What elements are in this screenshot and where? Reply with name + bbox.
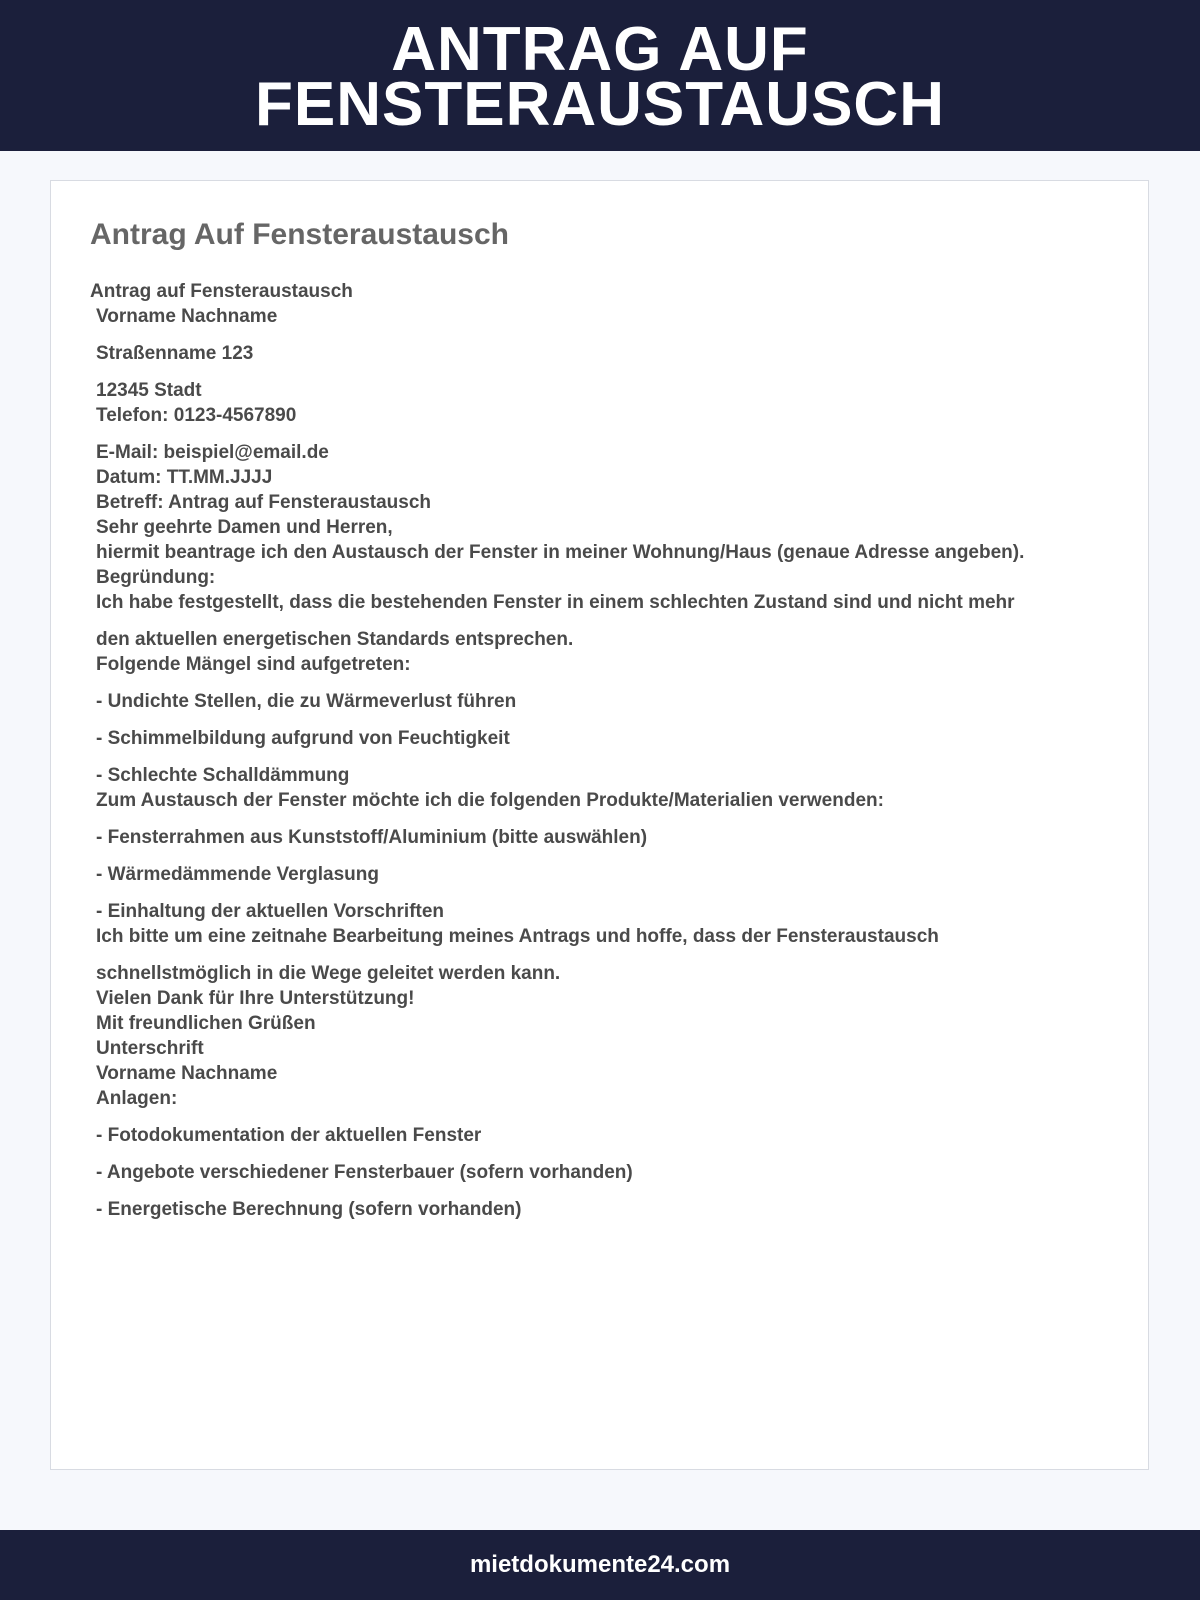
letter-salutation: Sehr geehrte Damen und Herren, bbox=[96, 517, 393, 538]
defect-item-3: - Schlechte Schalldämmung bbox=[96, 765, 350, 786]
document-subject: Antrag auf Fensteraustausch bbox=[90, 281, 353, 302]
regards-line: Mit freundlichen Grüßen bbox=[96, 1013, 316, 1034]
document-heading: Antrag Auf Fensteraustausch bbox=[90, 218, 509, 251]
reason-text-1: Ich habe festgestellt, dass die bestehenden Fenster in einem schlechten Zustand sind und nicht mehr bbox=[96, 592, 1015, 613]
sender-city: 12345 Stadt bbox=[96, 380, 202, 401]
attachment-item-1: - Fotodokumentation der aktuellen Fenster bbox=[96, 1125, 482, 1146]
letter-subject-line: Betreff: Antrag auf Fensteraustausch bbox=[96, 492, 432, 513]
sender-name: Vorname Nachname bbox=[96, 306, 278, 327]
defect-item-1: - Undichte Stellen, die zu Wärmeverlust führen bbox=[96, 691, 517, 712]
material-item-3: - Einhaltung der aktuellen Vorschriften bbox=[96, 901, 445, 922]
attachment-item-2: - Angebote verschiedener Fensterbauer (sofern vorhanden) bbox=[96, 1162, 633, 1183]
closing-text-2: schnellstmöglich in die Wege geleitet werden kann. bbox=[96, 963, 561, 984]
document-body bbox=[96, 304, 1136, 1222]
reason-text-2: den aktuellen energetischen Standards entsprechen. bbox=[96, 629, 574, 650]
signature-label: Unterschrift bbox=[96, 1038, 204, 1059]
sender-phone: Telefon: 0123-4567890 bbox=[96, 405, 297, 426]
signature-name: Vorname Nachname bbox=[96, 1063, 278, 1084]
sender-email: E-Mail: beispiel@email.de bbox=[96, 442, 329, 463]
sender-street: Straßenname 123 bbox=[96, 343, 254, 364]
materials-heading: Zum Austausch der Fenster möchte ich die folgenden Produkte/Materialien verwenden: bbox=[96, 790, 884, 811]
attachments-heading: Anlagen: bbox=[96, 1088, 178, 1109]
material-item-2: - Wärmedämmende Verglasung bbox=[96, 864, 379, 885]
letter-date: Datum: TT.MM.JJJJ bbox=[96, 467, 273, 488]
page-header bbox=[0, 0, 1200, 151]
header-title-line-2: FENSTERAUSTAUSCH bbox=[255, 69, 945, 139]
defects-heading: Folgende Mängel sind aufgetreten: bbox=[96, 654, 411, 675]
document-card bbox=[50, 180, 1149, 1470]
defect-item-2: - Schimmelbildung aufgrund von Feuchtigkeit bbox=[96, 728, 510, 749]
thanks-line: Vielen Dank für Ihre Unterstützung! bbox=[96, 988, 415, 1009]
header-title-line-1: ANTRAG AUF bbox=[391, 14, 809, 84]
letter-request: hiermit beantrage ich den Austausch der Fenster in meiner Wohnung/Haus (genaue Adresse angeben). bbox=[96, 542, 1025, 563]
attachment-item-3: - Energetische Berechnung (sofern vorhanden) bbox=[96, 1199, 522, 1220]
page-footer bbox=[0, 1530, 1200, 1600]
reason-heading: Begründung: bbox=[96, 567, 216, 588]
material-item-1: - Fensterrahmen aus Kunststoff/Aluminium (bitte auswählen) bbox=[96, 827, 648, 848]
header-title bbox=[255, 14, 945, 139]
footer-site: mietdokumente24.com bbox=[469, 1551, 731, 1578]
closing-text-1: Ich bitte um eine zeitnahe Bearbeitung meines Antrags und hoffe, dass der Fensteraustausch bbox=[96, 926, 939, 947]
